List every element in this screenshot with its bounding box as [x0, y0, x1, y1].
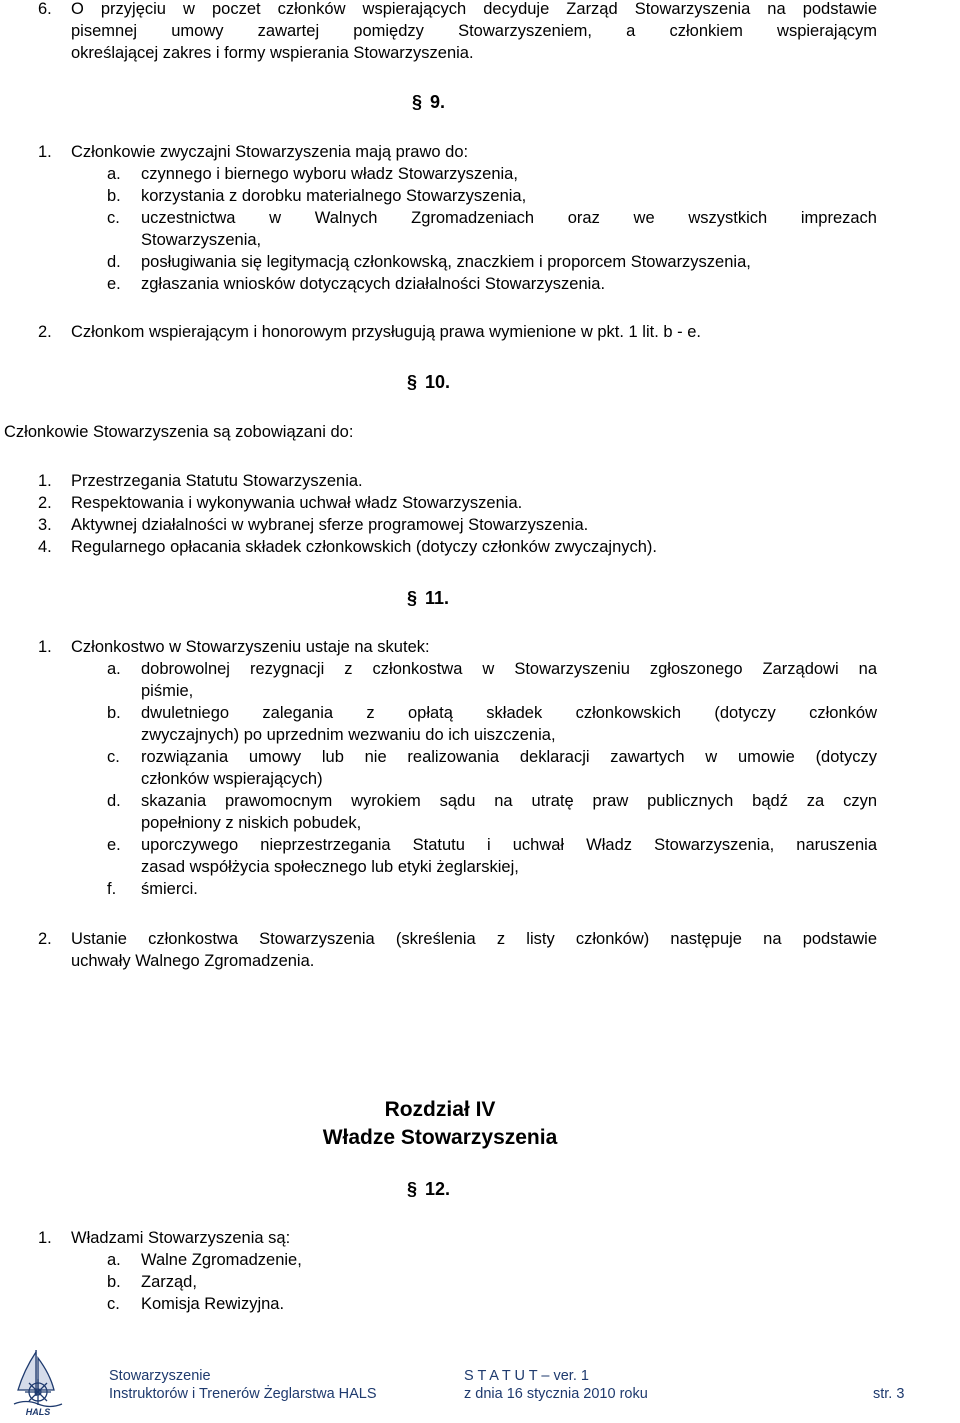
item-letter: c. [107, 209, 120, 227]
footer-org-line: Instruktorów i Trenerów Żeglarstwa HALS [109, 1386, 377, 1402]
section-heading-12 [407, 1178, 450, 1200]
list-item-continuation: zasad współżycia społecznego lub etyki żeglarskiej, [141, 858, 519, 876]
footer-page [873, 1385, 904, 1403]
item-number: 1. [38, 472, 52, 490]
item-letter: d. [107, 792, 121, 810]
list-item: Komisja Rewizyjna. [141, 1295, 285, 1313]
list-item-continuation: członków wspierających) [141, 770, 323, 788]
list-item: śmierci. [141, 880, 198, 898]
footer-org-line: Stowarzyszenie [109, 1368, 211, 1384]
item-letter: c. [107, 748, 120, 766]
sailboat-helm-icon [8, 1346, 68, 1418]
item-letter: b. [107, 1273, 121, 1291]
list-item: skazania prawomocnym wyrokiem sądu na utratę praw publicznych bądź za czyn [141, 792, 877, 810]
list-item: zgłaszania wniosków dotyczących działalności Stowarzyszenia. [141, 275, 606, 293]
item-letter: b. [107, 187, 121, 205]
item-letter: a. [107, 165, 121, 183]
list-item-continuation: Stowarzyszenia, [141, 231, 262, 249]
section-symbol: § [412, 92, 423, 112]
list-item: rozwiązania umowy lub nie realizowania deklaracji zawartych w umowie (dotyczy [141, 748, 877, 766]
list-item: Członkostwo w Stowarzyszeniu ustaje na skutek: [71, 638, 430, 656]
list-item-continuation: piśmie, [141, 682, 194, 700]
list-item: Zarząd, [141, 1273, 197, 1291]
paragraph-line: określającej zakres i formy wspierania Stowarzyszenia. [71, 44, 474, 62]
list-item: Władzami Stowarzyszenia są: [71, 1229, 291, 1247]
paragraph-line: pisemnej umowy zawartej pomiędzy Stowarzyszeniem, a członkiem wspierającym [71, 22, 877, 40]
item-letter: e. [107, 836, 121, 854]
item-number: 2. [38, 494, 52, 512]
section-heading-11 [407, 587, 449, 609]
section-heading-10 [407, 371, 450, 393]
item-number: 1. [38, 1229, 52, 1247]
list-item-continuation: uchwały Walnego Zgromadzenia. [71, 952, 315, 970]
item-letter: c. [107, 1295, 120, 1313]
item-letter: b. [107, 704, 121, 722]
paragraph-line: O przyjęciu w poczet członków wspierających decyduje Zarząd Stowarzyszenia na podstawie [71, 0, 877, 18]
list-item: Respektowania i wykonywania uchwał władz Stowarzyszenia. [71, 494, 523, 512]
chapter-title: Rozdział IV [384, 1098, 496, 1121]
chapter-subtitle: Władze Stowarzyszenia [322, 1126, 558, 1149]
item-letter: d. [107, 253, 121, 271]
list-item: Członkowie zwyczajni Stowarzyszenia mają prawo do: [71, 143, 469, 161]
section-symbol: § [407, 1179, 418, 1199]
item-letter: a. [107, 660, 121, 678]
section-number: 11. [425, 588, 450, 608]
section-number: 12. [425, 1179, 451, 1199]
item-number: 1. [38, 638, 52, 656]
item-number: 1. [38, 143, 52, 161]
item-number: 2. [38, 323, 52, 341]
list-item: Regularnego opłacania składek członkowskich (dotyczy członków zwyczajnych). [71, 538, 658, 556]
list-item: posługiwania się legitymacją członkowską, znaczkiem i proporcem Stowarzyszenia, [141, 253, 751, 271]
list-item: korzystania z dorobku materialnego Stowarzyszenia, [141, 187, 527, 205]
item-number: 2. [38, 930, 52, 948]
list-item: Aktywnej działalności w wybranej sferze programowej Stowarzyszenia. [71, 516, 589, 534]
section-intro: Członkowie Stowarzyszenia są zobowiązani do: [4, 423, 354, 441]
list-item: czynnego i biernego wyboru władz Stowarzyszenia, [141, 165, 518, 183]
list-item: dwuletniego zalegania z opłatą składek członkowskich (dotyczy członków [141, 704, 877, 722]
list-item: Przestrzegania Statutu Stowarzyszenia. [71, 472, 363, 490]
footer-doc-date: z dnia 16 stycznia 2010 roku [464, 1386, 648, 1402]
item-letter: f. [107, 880, 117, 898]
list-item: uczestnictwa w Walnych Zgromadzeniach oraz we wszystkich imprezach [141, 209, 877, 227]
item-number: 3. [38, 516, 52, 534]
list-item: Walne Zgromadzenie, [141, 1251, 302, 1269]
item-letter: a. [107, 1251, 121, 1269]
logo-text: HALS [25, 1407, 51, 1417]
footer-doc-title: S T A T U T – ver. 1 [464, 1368, 589, 1384]
section-number: 10. [425, 372, 451, 392]
section-symbol: § [407, 588, 418, 608]
list-item: uporczywego nieprzestrzegania Statutu i uchwał Władz Stowarzyszenia, naruszenia [141, 836, 877, 854]
section-symbol: § [407, 372, 418, 392]
hals-logo [8, 1346, 68, 1418]
section-heading-9 [412, 91, 445, 113]
list-item-continuation: zwyczajnych) po uprzednim wezwaniu do ich uiszczenia, [141, 726, 556, 744]
item-letter: e. [107, 275, 121, 293]
list-item: dobrowolnej rezygnacji z członkostwa w Stowarzyszeniu zgłoszonego Zarządowi na [141, 660, 877, 678]
section-number: 9. [430, 92, 446, 112]
item-number: 6. [38, 0, 52, 18]
footer-page-number: 3 [896, 1386, 905, 1402]
footer-page-label: str. [873, 1386, 893, 1402]
list-item-continuation: popełniony z niskich pobudek, [141, 814, 362, 832]
list-item: Członkom wspierającym i honorowym przysługują prawa wymienione w pkt. 1 lit. b - e. [71, 323, 701, 341]
item-number: 4. [38, 538, 52, 556]
list-item: Ustanie członkostwa Stowarzyszenia (skreślenia z listy członków) następuje na podstawie [71, 930, 877, 948]
